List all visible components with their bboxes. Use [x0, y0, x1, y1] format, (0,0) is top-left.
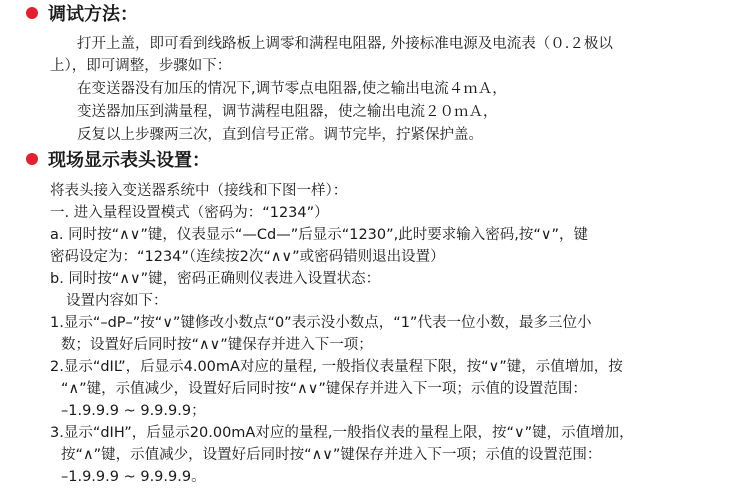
section-title: 调试方法：	[48, 4, 138, 25]
section-title: 现场显示表头设置：	[48, 150, 210, 171]
red-bullet-icon	[26, 153, 38, 165]
setup-line-14: –1.9.9.9 ~ 9.9.9.9。	[61, 469, 206, 485]
setup-line-12: 3.显示“dIH”，后显示20.00mA对应的量程,一般指仪表的量程上限，按“∨”键，示值增加，	[50, 425, 634, 441]
setup-line-13: 按“∧”键，示值减少，设置好后同时按“∧∨”键保存并进入下一项；示值的设置范围：	[61, 447, 602, 463]
setup-line-1: 将表头接入变送器系统中（接线和下图一样）：	[50, 183, 348, 199]
calibration-line-3: 在变送器没有加压的情况下,调节零点电阻器,使之输出电流４ｍＡ，	[77, 81, 507, 97]
setup-line-9: 2.显示“dIL”，后显示4.00mA对应的量程, 一般指仪表量程下限，按“∨”键，示值增加，按	[50, 359, 623, 375]
setup-line-6: 设置内容如下：	[66, 293, 168, 309]
section-heading-calibration	[26, 4, 138, 26]
setup-line-5: b. 同时按“∧∨”键，密码正确则仪表进入设置状态：	[50, 271, 381, 287]
calibration-line-2: 上），即可调整，步骤如下：	[50, 58, 232, 74]
setup-line-2: 一. 进入量程设置模式（密码为：“1234”）	[50, 205, 329, 221]
section-heading-display-setup	[26, 150, 210, 172]
calibration-line-4: 变送器加压到满量程，调节满程电阻器，使之输出电流２０ｍＡ，	[77, 104, 498, 120]
setup-line-7: 1.显示“–dP–”按“∨”键修改小数点“0”表示没小数点，“1”代表一位小数，最多三位小	[50, 315, 592, 331]
setup-line-11: –1.9.9.9 ~ 9.9.9.9；	[61, 403, 206, 419]
calibration-line-5: 反复以上步骤两三次，直到信号正常。调节完毕，拧紧保护盖。	[77, 127, 483, 143]
setup-line-4: 密码设定为：“1234”（连续按2次“∧∨”或密码错则退出设置）	[50, 249, 445, 265]
setup-line-8: 数；设置好后同时按“∧∨”键保存并进入下一项；	[61, 337, 373, 353]
red-bullet-icon	[26, 7, 38, 19]
calibration-line-1: 打开上盖，即可看到线路板上调零和满程电阻器, 外接标准电源及电流表（０.２极以	[77, 36, 613, 52]
setup-line-10: “∧”键，示值减少，设置好后同时按“∧∨”键保存并进入下一项；示值的设置范围：	[61, 381, 587, 397]
setup-line-3: a. 同时按“∧∨”键，仪表显示“—Cd—”后显示“1230”,此时要求输入密码,按“∨”，键	[50, 227, 588, 243]
